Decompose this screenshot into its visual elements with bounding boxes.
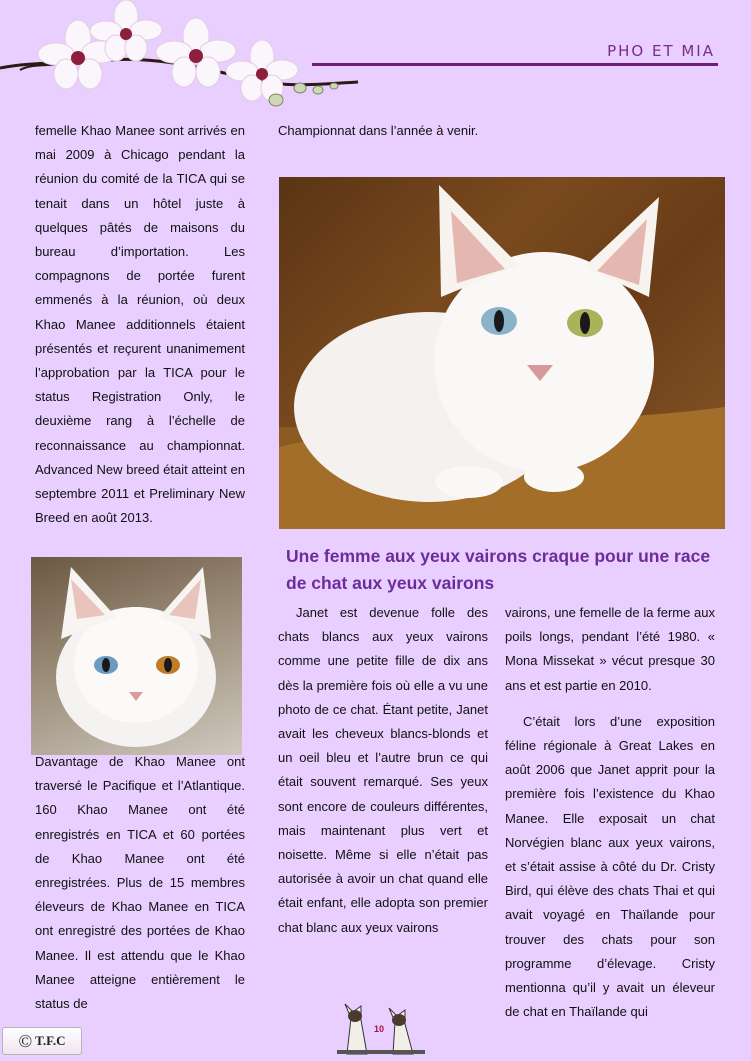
khao-manee-kitten-photo bbox=[31, 557, 242, 755]
article-heading: Une femme aux yeux vairons craque pour une race de chat aux yeux vairons bbox=[286, 546, 711, 593]
copyright-icon: © bbox=[18, 1030, 33, 1051]
header-rule bbox=[312, 63, 718, 66]
copyright-text: T.F.C bbox=[35, 1033, 66, 1048]
column2-top-text: Championnat dans l’année à venir. bbox=[278, 123, 479, 138]
article-column-b bbox=[505, 601, 715, 1024]
column1-top-text: femelle Khao Manee sont arrivés en mai 2009 à Chicago pendant la réunion du comité de la TICA qui se tenait dans un hôtel juste à quelques pâtés de maisons du bureau d’importation. Les compagnons de portée furent emmenés à la réunion, où deux Khao Manee additionnels étaient présentés et reçurent unanimement l’approbation par la TICA pour le status Registration Only, le deuxième rang à l’échelle de reconnaissance au championnat. Advanced New breed était atteint en septembre 2011 et Preliminary New Breed en août 2013. bbox=[35, 123, 245, 526]
page-number: 10 bbox=[374, 1024, 385, 1034]
copyright-badge bbox=[2, 1027, 82, 1055]
orchid-branch-decoration bbox=[0, 0, 370, 120]
article-paragraph: Janet est devenue folle des chats blancs aux yeux vairons comme une petite fille de dix ans dès la première fois où elle a vu une photo de ce chat. Étant petite, Janet avait les cheveux blancs-blonds et un oeil bleu et l’autre brun ce qui était souvent remarqué. Ses yeux sont encore de couleurs différentes, mais maintenant plus vert et noisette. Même si elle n’était pas autorisée à avoir un chat quand elle était enfant, elle adopta son premier chat blanc aux yeux vairons bbox=[278, 605, 488, 935]
column1-bottom-text: Davantage de Khao Manee ont traversé le Pacifique et l’Atlantique. 160 Khao Manee ont été enregistrés en TICA et 60 portées de Khao Manee ont été enregistrées. Plus de 15 membres éleveurs de Khao Manee en TICA ont enregistré des portées de Khao Manee. Il est attendu que le Khao Manee atteigne entièrement le status de bbox=[35, 754, 245, 1012]
footer-cats-logo bbox=[333, 996, 429, 1056]
article-paragraph: vairons, une femelle de la ferme aux poils longs, pendant l’été 1980. « Mona Missekat » vécut presque 30 ans et est partie en 2010. bbox=[505, 605, 715, 693]
article-column-a bbox=[278, 601, 488, 940]
magazine-brand: PHO ET MIA bbox=[607, 42, 715, 60]
khao-manee-cat-photo bbox=[279, 177, 725, 529]
article-paragraph: C’était lors d’une exposition féline régionale à Great Lakes en août 2006 que Janet apprit pour la première fois l’existence du Khao Manee. Elle exposait un chat Norvégien blanc aux yeux vairons, et s’était assise à côté du Dr. Cristy Bird, qui élève des chats Thai et qui avait voyagé en Thaïlande pour trouver des chats pour son programme d’élevage. Cristy mentionna qu’il y avait un éleveur de chat en Thaïlande qui bbox=[505, 713, 715, 1020]
